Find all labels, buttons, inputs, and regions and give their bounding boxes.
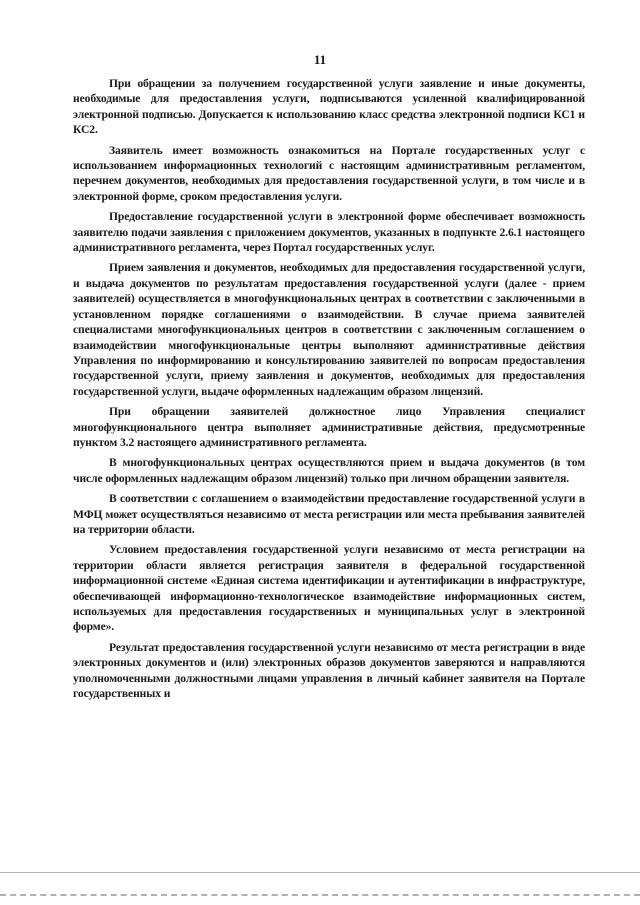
paragraph-official-actions: При обращении заявителей должностное лицо Управления специалист многофункционального центра выполняет административные действия, предусмотренные пунктом 3.2 настоящего административного регламента. (73, 405, 585, 449)
document-body (73, 76, 585, 706)
page-number: 11 (313, 52, 327, 67)
paragraph-result-delivery: Результат предоставления государственной услуги независимо от места регистрации в виде электронных документов и (или) электронных образов документов заверяются и направляются уполномоченными должностными лицами управления в личный кабинет заявителя на Портале государственных и (73, 640, 585, 701)
paragraph-mfc-reception: Прием заявления и документов, необходимых для предоставления государственной услуги, и выдача документов по результатам предоставления государственной услуги (далее - прием заявителей) осуществляется в многофункциональных центрах в соответствии с заключенными в установленном порядке соглашениями о взаимодействии. В случае приема заявителей специалистами многофункциональных центров в соответствии с заключенным соглашением о взаимодействии многофункциональные центры выполняют административные действия Управления по информированию и консультированию заявителей по вопросам предоставления государственной услуги, приему заявления и документов, необходимых для предоставления государственной услуги, выдаче оформленных надлежащим образом лицензий. (73, 261, 585, 398)
paragraph-electronic-submission: Предоставление государственной услуги в электронной форме обеспечивает возможность заявителю подачи заявления с приложением документов, указанных в подпункте 2.6.1 настоящего административного регламента, через Портал государственных услуг. (73, 210, 585, 255)
paragraph-personal-appeal: В многофункциональных центрах осуществляются прием и выдача документов (в том числе оформленных надлежащим образом лицензий) только при личном обращении заявителя. (73, 456, 585, 485)
scan-artifact-line (0, 872, 640, 873)
paragraph-electronic-signature: При обращении за получением государственной услуги заявление и иные документы, необходимые для предоставления услуги, подписываются усиленной квалифицированной электронной подписью. Допускается к использованию класс средства электронной подписи КС1 и КС2. (73, 77, 585, 137)
scan-artifact-dashed-line (0, 894, 640, 896)
paragraph-esia-condition: Условием предоставления государственной услуги независимо от места регистрации на территории области является регистрация заявителя в федеральной государственной информационной системе «Единая система идентификации и аутентификации в инфраструктуре, обеспечивающей информационно-технологическое взаимодействие информационных систем, используемых для предоставления государственных и муниципальных услуг в электронной форме». (73, 543, 585, 634)
paragraph-portal-familiarization: Заявитель имеет возможность ознакомиться на Портале государственных услуг с использованием информационных технологий с настоящим административным регламентом, перечнем документов, необходимых для предоставления государственной услуги, в том числе и в электронной форме, сроком предоставления услуги. (73, 143, 585, 203)
paragraph-extraterritorial: В соответствии с соглашением о взаимодействии предоставление государственной услуги в МФЦ может осуществляться независимо от места регистрации или места пребывания заявителей на территории области. (73, 492, 585, 536)
